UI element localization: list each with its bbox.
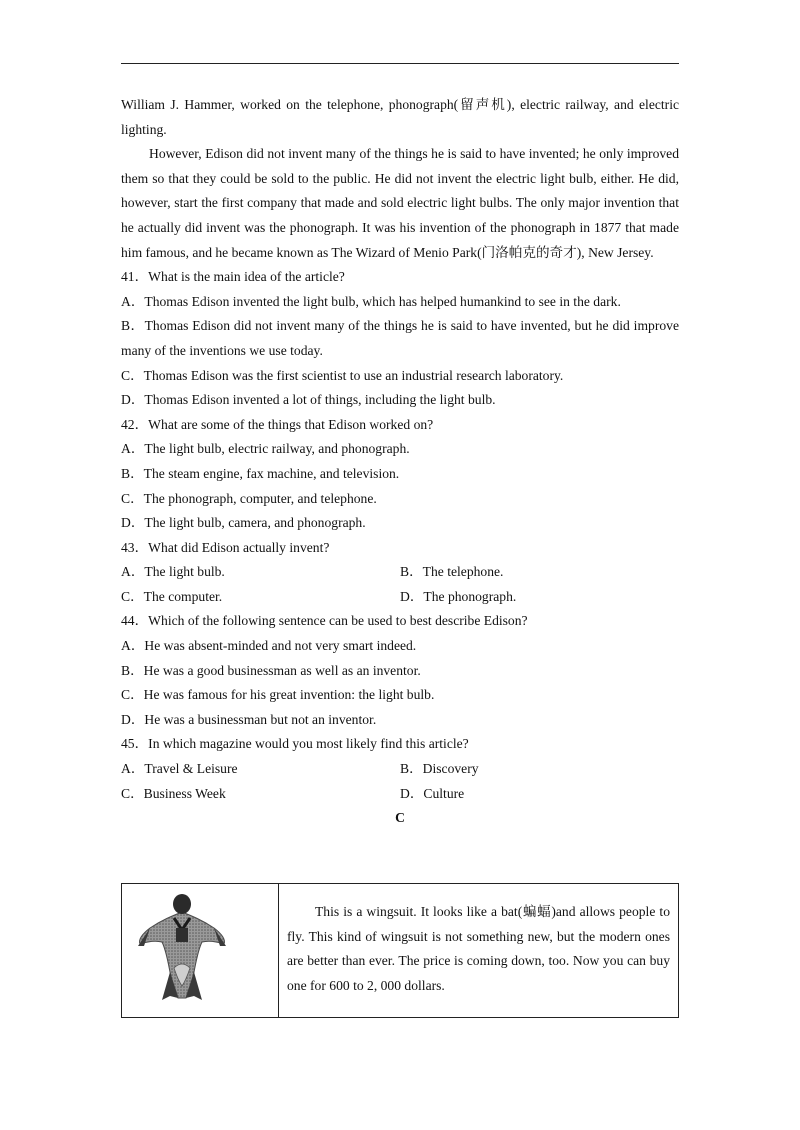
question-45-options-row-1	[121, 757, 679, 782]
question-41-stem: 41．What is the main idea of the article?	[121, 269, 345, 285]
question-44-option-c: C．He was famous for his great invention: the light bulb.	[121, 687, 435, 703]
question-44-stem: 44．Which of the following sentence can be used to best describe Edison?	[121, 613, 528, 629]
question-41-option-c: C．Thomas Edison was the first scientist to use an industrial research laboratory.	[121, 367, 564, 383]
wingsuit-figure-icon	[132, 890, 232, 1008]
question-43-options-row-2	[121, 585, 679, 610]
question-45-option-c: C．Business Week	[121, 785, 226, 801]
question-42-option-b: B．The steam engine, fax machine, and television.	[121, 465, 400, 481]
question-45-option-b: B．Discovery	[400, 761, 479, 777]
question-41-option-a: A．Thomas Edison invented the light bulb, which has helped humankind to see in the dark.	[121, 293, 621, 309]
question-42-option-a: A．The light bulb, electric railway, and phonograph.	[121, 441, 410, 457]
section-c-heading: C	[395, 810, 405, 826]
question-43-option-a: A．The light bulb.	[121, 564, 225, 580]
question-41-option-b: B．Thomas Edison did not invent many of the things he is said to have invented, but he did improve many of the inventions we use today.	[121, 318, 679, 358]
wingsuit-image-cell	[122, 884, 279, 1017]
question-44-option-d: D．He was a businessman but not an inventor.	[121, 711, 377, 727]
passage-paragraph-2: However, Edison did not invent many of the things he is said to have invented; he only improved them so that they could be sold to the public. He did not invent the electric light bulb, either. He did, however, start the first company that made and sold electric light bulbs. The only major invention that he actually did invent was the phonograph. It was his invention of the phonograph in 1877 that made him famous, and he became known as The Wizard of Menio Park(门洛帕克的奇才), New Jersey.	[121, 146, 679, 260]
document-body	[121, 93, 679, 831]
question-42-option-c: C．The phonograph, computer, and telephone.	[121, 490, 377, 506]
question-42-stem: 42．What are some of the things that Edison worked on?	[121, 416, 434, 432]
passage-paragraph-1: William J. Hammer, worked on the telephone, phonograph(留声机), electric railway, and electric lighting.	[121, 97, 679, 137]
header-rule	[121, 63, 679, 64]
wingsuit-description: This is a wingsuit. It looks like a bat(蝙蝠)and allows people to fly. This kind of wingsuit is not something new, but the modern ones are better than ever. The price is coming down, too. Now you can buy one for 600 to 2, 000 dollars.	[287, 904, 670, 993]
question-43-stem: 43．What did Edison actually invent?	[121, 539, 330, 555]
question-43-option-b: B．The telephone.	[400, 564, 504, 580]
question-45-option-d: D．Culture	[400, 785, 465, 801]
question-43-options-row-1	[121, 560, 679, 585]
wingsuit-description-cell	[279, 884, 678, 1017]
question-41-option-d: D．Thomas Edison invented a lot of things, including the light bulb.	[121, 392, 496, 408]
question-45-stem: 45．In which magazine would you most likely find this article?	[121, 736, 469, 752]
question-42-option-d: D．The light bulb, camera, and phonograph.	[121, 515, 366, 531]
question-45-options-row-2	[121, 782, 679, 807]
question-43-option-d: D．The phonograph.	[400, 588, 517, 604]
section-c-table	[121, 883, 679, 1018]
question-45-option-a: A．Travel & Leisure	[121, 761, 238, 777]
question-44-option-a: A．He was absent-minded and not very smart indeed.	[121, 638, 417, 654]
question-43-option-c: C．The computer.	[121, 588, 223, 604]
question-44-option-b: B．He was a good businessman as well as an inventor.	[121, 662, 421, 678]
